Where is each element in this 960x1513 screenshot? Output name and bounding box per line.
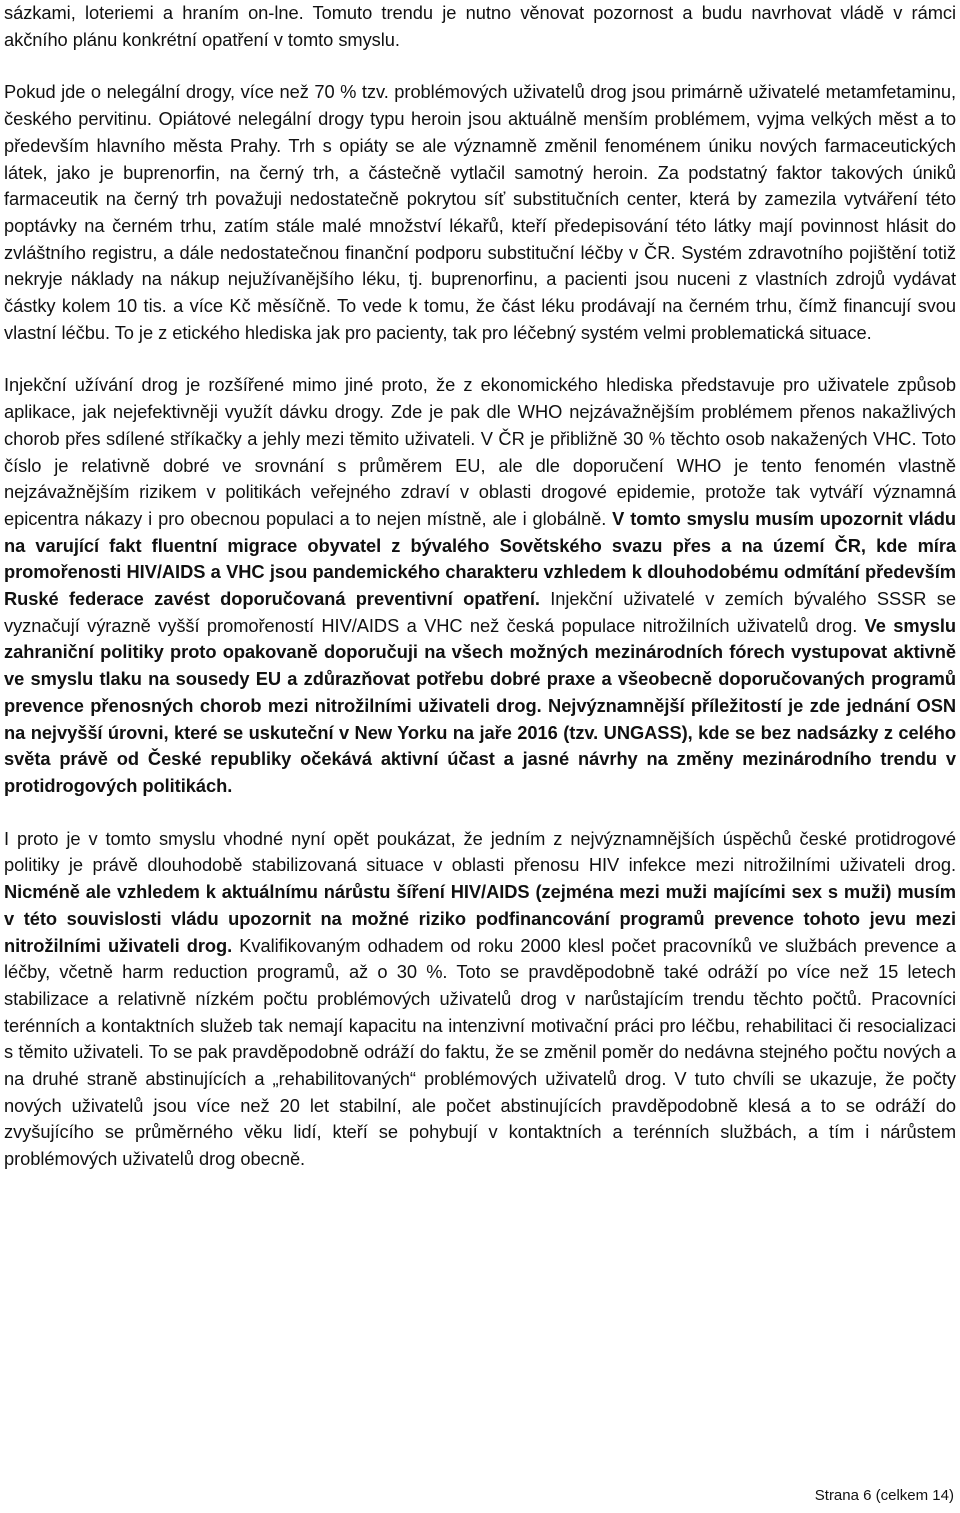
page-number: Strana 6 (celkem 14) — [814, 1487, 954, 1504]
paragraph-hiv-prevention — [4, 826, 956, 1173]
paragraph-illegal-drugs — [4, 79, 956, 346]
paragraph-text: Injekční uživatelé v zemích bývalého SSSR se vyznačují výrazně vyšší promořeností HIV/AIDS a VHC než česká populace nitrožilních uživatelů drog. — [4, 588, 957, 636]
paragraph-text: I proto je v tomto smyslu vhodné nyní opět poukázat, že jedním z nejvýznamnějších úspěchů české protidrogové politiky je právě dlouhodobě stabilizovaná situace v oblasti přenosu HIV infekce mezi nitrožilními uživateli drog. — [4, 827, 956, 876]
paragraph-text: Kvalifikovaným odhadem od roku 2000 klesl počet pracovníků ve službách prevence a léčby, včetně harm reduction programů, až o 30 %. Toto se pravděpodobně také odráží po více než 15 letech stabilizace a relativně nízkém počtu problémových uživatelů drog v narůstajícím trendu těchto počtů. Pracovníci terénních a kontaktních služeb tak nemají kapacitu na intenzivní motivační práci pro léčbu, rehabilitaci či resocializaci s těmito uživateli. To se pak pravděpodobně odráží do faktu, že se změnil poměr do nedávna stejného počtu nových a na druhé straně abstinujících a „rehabilitovaných“ problémových uživatelů drog. V tuto chvíli se ukazuje, že počty nových uživatelů jsou více než 20 let stabilní, ale počet abstinujících pravděpodobně klesá a to se odráží do zvyšujícího se průměrného věku lidí, kteří se pohybují v kontaktních a terénních službách, a tím i nárůstem problémových uživatelů drog obecně. — [4, 934, 956, 1170]
paragraph-text: Injekční užívání drog je rozšířené mimo jiné proto, že z ekonomického hlediska představuje pro uživatele způsob aplikace, jak nejefektivněji využít dávku drogy. Zde je pak dle WHO nejzávažnějším problémem přenos nakažlivých chorob přes sdílené stříkačky a jehly mezi těmito uživateli. V ČR je přibližně 30 % těchto osob nakažených VHC. Toto číslo je relativně dobré ve srovnání s průměrem EU, ale dle doporučení WHO je tento fenomén vlastně nejzávažnějším rizikem v politikách veřejného zdraví v oblasti drogové epidemie, protože tak vytváří významná epicentra nákazy i pro obecnou populaci a to nejen místně, ale i globálně. — [4, 374, 956, 529]
paragraph-text: Pokud jde o nelegální drogy, více než 70 % tzv. problémových uživatelů drog jsou primárně uživatelé metamfetaminu, českého pervitinu. Opiátové nelegální drogy typu heroin jsou aktuálně menším problémem, vyjma velkých měst a to především hlavního města Prahy. Trh s opiáty se ale významně změnil fenoménem úniku nových farmaceutických látek, jako je buprenorfin, na černý trh, a částečně vytlačil samotný heroin. Za podstatný faktor takových úniků farmaceutik na černý trh považuji nedostatečně pokrytou síť substitučních center, která by zamezila vytváření této poptávky na černém trhu, zatím stále malé množství lékařů, kteří předepisování této látky mají povinnost hlásit do zvláštního registru, a dále nedostatečnou finanční podporu substituční léčby v ČR. Systém zdravotního pojištění totiž nekryje náklady na nákup nejužívanějšího léku, tj. buprenorfinu, a pacienti jsou nuceni z vlastních zdrojů vydávat částky kolem 10 tis. a více Kč měsíčně. To vede k tomu, že část léku prodávají na černém trhu, čímž financují svou vlastní léčbu. To je z etického hlediska jak pro pacienty, tak pro léčebný systém velmi problematická situace. — [4, 81, 956, 343]
paragraph-injection-use — [4, 372, 956, 799]
paragraph-intro — [4, 0, 956, 53]
bold-text: V tomto smyslu musím upozornit vládu na varující fakt fluentní migrace obyvatel z bývalého Sovětského svazu přes a na území ČR, kde míra promořenosti HIV/AIDS a VHC jsou pandemického charakteru vzhledem k dlouhodobému odmítání především Ruské federace zavést doporučovaná preventivní opatření. — [4, 507, 956, 610]
document-body — [4, 0, 956, 1173]
paragraph-text: sázkami, loteriemi a hraním on-lne. Tomuto trendu je nutno věnovat pozornost a budu navrhovat vládě v rámci akčního plánu konkrétní opatření v tomto smyslu. — [4, 2, 956, 50]
bold-text: Ve smyslu zahraniční politiky proto opakovaně doporučuji na všech možných mezinárodních fórech vystupovat aktivně ve smyslu tlaku na sousedy EU a zdůrazňovat potřebu dobré praxe a všeobecně doporučovaných programů prevence přenosných chorob mezi nitrožilními uživateli drog. Nejvýznamnější příležitostí je zde jednání OSN na nejvyšší úrovni, které se uskuteční v New Yorku na jaře 2016 (tzv. UNGASS), kde se bez nadsázky z celého světa právě od České republiky očekává aktivní účast a jasné návrhy na změny mezinárodního trendu v protidrogových politikách. — [4, 614, 956, 796]
bold-text: Nicméně ale vzhledem k aktuálnímu nárůstu šíření HIV/AIDS (zejména mezi muži majícími sex s muži) musím v této souvislosti vládu upozornit na možné riziko podfinancování programů prevence tohoto jevu mezi nitrožilními uživateli drog. — [4, 881, 956, 956]
